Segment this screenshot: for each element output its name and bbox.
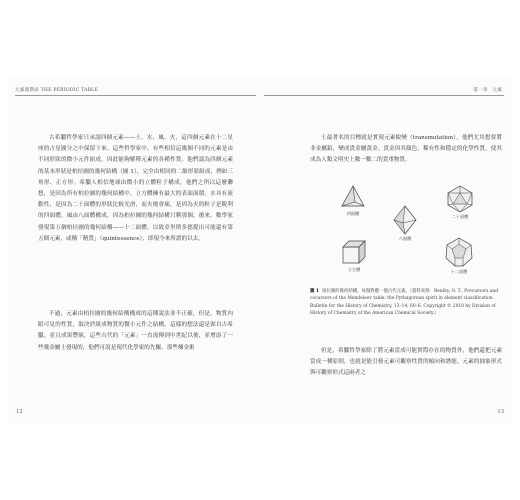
body-paragraph: 古希臘哲學家只承認四個元素——土、水、風、火，這四個元素在十二星座的占星圖分之中保留下來。這些哲學家中，有些相信這幾個不同的元素是由不同形狀的微小元件組成，因此能夠解釋元素的各種性質。他們認為四個元素的基本形狀是柏拉圖的幾何結構（圖 1），完全由相同的二維形狀組成，例如三角形、正方形。希臘人相信地球由微小的立體粒子構成，他們之所以這麼聯想，是因為所有柏拉圖的幾何結構中，立方體擁有最大的表面面積。水具有流動性，是因為二十面體的形狀比較光滑，而火燒會痛，是因為火的粒子是銳利的四面體。風由八面體構成，因為柏拉圖的幾何結構只剩那個，後來，數學家發現第五個柏拉圖的幾何結構——十二面體，以致亞里斯多德提出可能還有第五個元素，或稱「精質」（quintessence），即現今來所謂的以太。 [38,135,233,242]
figure-number: 圖 1 [310,289,319,294]
tetrahedron-drawing [340,185,366,209]
cube-label: 立方體 [347,267,361,272]
cube-drawing [341,239,367,265]
octahedron-label: 八面體 [398,236,412,241]
tetrahedron-label: 四面體 [346,211,360,216]
header-rule [15,95,256,96]
figure-caption [310,288,505,318]
body-paragraph: 不過，元素由柏拉圖的幾何結構構成的這種說法並不正確，但是，物質內眼可見的性質，取決於組成物質的微小元件之結構，這樣的想法還是源自古希臘。並且成果豐碩，這些古代的「元素」一直流傳到中世紀以後，並增添了一些幾金屬士發現的，他們可說是現代化學家的先驅。那些煉金術 [38,311,233,351]
running-header-right: 第一章 元素 [473,88,502,93]
dodecahedron-drawing [444,237,474,267]
dodecahedron-label: 十二面體 [450,269,468,274]
icosahedron-label: 二十面體 [451,214,469,219]
page-number-right: 13 [497,409,504,415]
header-rule [264,95,504,96]
page-number-left: 12 [16,409,23,415]
right-page [260,78,512,424]
body-paragraph: 士最著名的目標就是實現元素蛻變（transmutation），他們尤其想要將非金屬鉛，變成貴金屬黃金。貴金因其顏色、稀有性和穩定的化學性質，使其成為人類文明史上數一數二的貴重物質。 [310,135,502,164]
icosahedron-drawing [446,185,474,213]
caption-text: 柏拉圖的幾何結構，每個對應一個古代元素。（資料來源：Benfey, O. T., Precursors and cocursors of the Mendeleev table: the Pythagorean spirit in element classification. Bulletin for the History of Chemistry, 13–14, 60–6. Copyright © 2018 by Division of History of Chemistry of the American Chemical Society.） [310,289,499,317]
left-page [8,78,261,424]
platonic-solids-figure [310,185,502,281]
body-paragraph: 但是，希臘哲學家除了將元素當成可能實際存在的物質外，他們還把元素當成一種原則，也就是能引發元素可觀察性質的傾向和潛能。元素的抽象形式與可觀察形式這兩者之 [310,348,502,377]
book-spread [8,78,512,424]
running-header-left: 元素週期表 THE PERIODIC TABLE [15,88,98,93]
octahedron-drawing [393,205,417,235]
